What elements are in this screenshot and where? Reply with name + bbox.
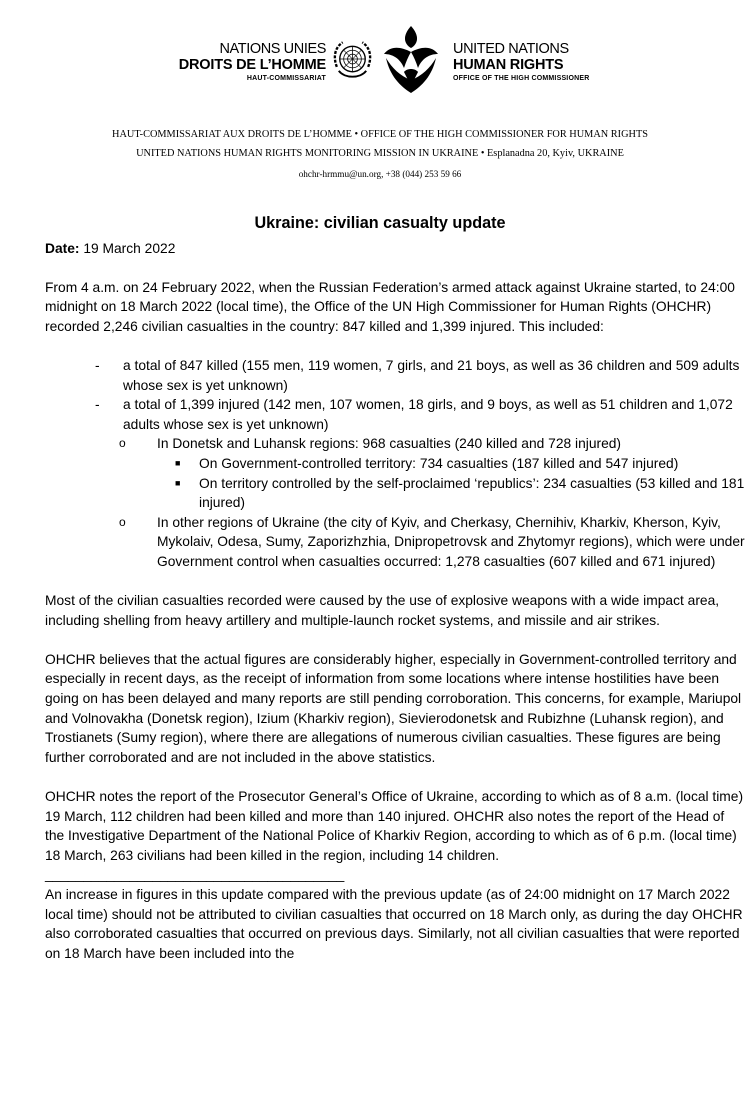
office-contact: ohchr-hrmmu@un.org, +38 (044) 253 59 66 — [298, 169, 462, 179]
control-breakdown-list — [147, 454, 745, 513]
weapons-paragraph: Most of the civilian casualties recorded were caused by the use of explosive weapons with a wide impact area, including shelling from heavy artillery and multiple-launch rocket systems, and missile and air strikes. — [45, 593, 720, 628]
letterhead-fr-line3: HAUT-COMMISSARIAT — [246, 75, 326, 82]
list-item-injured — [45, 395, 745, 571]
date-label: Date: — [45, 241, 80, 256]
list-text-injured: a total of 1,399 injured (142 men, 107 women, 18 girls, and 9 boys, as well as 51 children and 1,072 adults whose sex is yet unknown) — [123, 397, 733, 432]
square-bullet: ■ — [175, 477, 181, 488]
document-body — [45, 239, 745, 963]
casualty-list — [45, 356, 745, 572]
list-text-killed: a total of 847 killed (155 men, 119 women, 7 girls, and 21 boys, as well as 36 children and 509 adults whose sex is yet unknown) — [123, 357, 740, 393]
letterhead-en-line2: HUMAN RIGHTS — [453, 57, 564, 73]
letterhead-french — [150, 41, 326, 85]
human-rights-logo-icon — [380, 24, 442, 95]
higher-figures-paragraph: OHCHR believes that the actual figures are considerably higher, especially in Government-controlled territory and especially in recent days, as the receipt of information from some locations where intense hostilities have been going on has been delayed and many reports are still pending corroboration. This concerns, for example, Mariupol and Volnovakha (Donetsk region), Izium (Kharkiv region), Sievierodonetsk and Rubizhne (Luhansk region), and Trostianets (Sumy region), where there are allegations of numerous civilian casualties. These figures are being further corroborated and are not included in the above statistics. — [45, 651, 742, 765]
list-text-government: On Government-controlled territory: 734 casualties (187 killed and 547 injured) — [199, 455, 679, 471]
list-item-republics — [147, 474, 745, 513]
list-text-republics: On territory controlled by the self-proclaimed ‘republics’: 234 casualties (53 killed and 181 injured) — [199, 475, 745, 511]
list-item-government — [147, 454, 745, 474]
office-line-2: UNITED NATIONS HUMAN RIGHTS MONITORING MISSION IN UKRAINE • Esplanadna 20, Kyiv, UKRAINE — [136, 147, 624, 159]
letterhead-fr-line2: DROITS DE L’HOMME — [178, 57, 326, 73]
letterhead-fr-line1: NATIONS UNIES — [219, 41, 326, 57]
intro-paragraph: From 4 a.m. on 24 February 2022, when the Russian Federation’s armed attack against Ukraine started, to 24:00 midnight on 18 March 2022 (local time), the Office of the UN High Commissioner for Human Rights (OHCHR) recorded 2,246 civilian casualties in the country: 847 killed and 1,399 injured. This included: — [45, 279, 735, 334]
regional-breakdown-list — [101, 434, 745, 571]
dash-bullet: - — [95, 397, 100, 413]
list-text-other-regions: In other regions of Ukraine (the city of Kyiv, and Cherkasy, Chernihiv, Kharkiv, Kherson, Kyiv, Mykolaiv, Odesa, Sumy, Zaporizhzhia, Dnipropetrovsk and Zhytomyr regions), which were under Government control when casualties occurred: 1,278 casualties (607 killed and 671 injured) — [157, 514, 745, 569]
list-item-killed — [45, 356, 745, 395]
office-address-block — [0, 126, 750, 185]
list-text-donetsk: In Donetsk and Luhansk regions: 968 casualties (240 killed and 728 injured) — [157, 436, 622, 452]
document-title: Ukraine: civilian casualty update — [254, 214, 506, 232]
circle-bullet: o — [119, 514, 126, 529]
circle-bullet: o — [119, 436, 126, 451]
list-item-donetsk — [101, 434, 745, 512]
list-item-other-regions — [101, 513, 745, 572]
un-emblem-icon — [329, 37, 376, 85]
date-line — [45, 239, 745, 259]
footnote-separator: _______________________________________ — [45, 867, 345, 883]
footnote-text: An increase in figures in this update compared with the previous update (as of 24:00 midnight on 17 March 2022 local time) should not be attributed to civilian casualties that occurred on 18 March only, as during the day OHCHR also corroborated casualties that occurred on previous days. Similarly, not all civilian casualties that were reported on 18 March have been included into the — [45, 887, 743, 961]
letterhead-english — [453, 41, 653, 85]
date-value: 19 March 2022 — [79, 241, 176, 256]
dash-bullet: - — [95, 357, 100, 373]
letterhead-en-line1: UNITED NATIONS — [453, 41, 569, 57]
letterhead-en-line3: OFFICE OF THE HIGH COMMISSIONER — [453, 75, 590, 82]
square-bullet: ■ — [175, 457, 181, 468]
office-line-1: HAUT-COMMISSARIAT AUX DROITS DE L’HOMME • OFFICE OF THE HIGH COMMISSIONER FOR HUMAN RIGHTS — [112, 129, 648, 140]
prosecutor-report-paragraph: OHCHR notes the report of the Prosecutor General’s Office of Ukraine, according to which as of 8 a.m. (local time) 19 March, 112 children had been killed and more than 140 injured. OHCHR also notes the report of the Head of the Investigative Department of the National Police of Kharkiv Region, according to which as of 6 p.m. (local time) 18 March, 263 civilians had been killed in the region, including 14 children. — [45, 789, 744, 863]
